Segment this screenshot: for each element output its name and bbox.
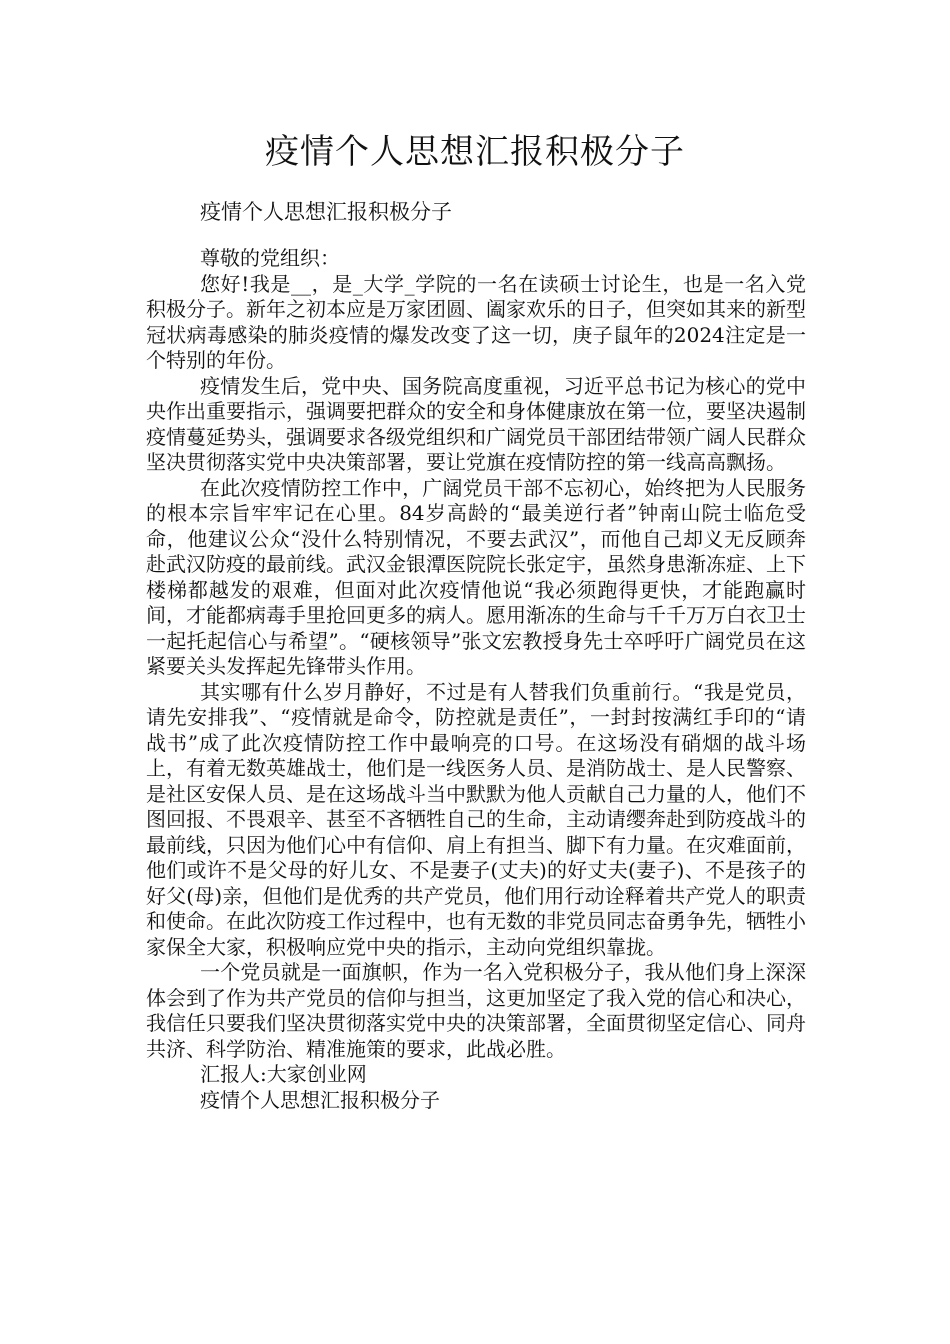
document-title: 疫情个人思想汇报积极分子 [265,132,685,172]
paragraph: 您好!我是__，是_大学_学院的一名在读硕士讨论生，也是一名入党积极分子。新年之初本应是万家团圆、阖家欢乐的日子，但突如其来的新型冠状病毒感染的肺炎疫情的爆发改变了这一切，庚子鼠年的2024注定是一个特别的年份。 [146,271,806,372]
footer-title: 疫情个人思想汇报积极分子 [200,1087,440,1112]
paragraph: 其实哪有什么岁月静好，不过是有人替我们负重前行。“我是党员，请先安排我”、“疫情就是命令，防控就是责任”，一封封按满红手印的“请战书”成了此次疫情防控工作中最响亮的口号。在这场没有硝烟的战斗场上，有着无数英雄战士，他们是一线医务人员、是消防战士、是人民警察、是社区安保人员、是在这场战斗当中默默为他人贡献自己力量的人，他们不图回报、不畏艰辛、甚至不吝牺牲自己的生命，主动请缨奔赴到防疫战斗的最前线，只因为他们心中有信仰、肩上有担当、脚下有力量。在灾难面前，他们或许不是父母的好儿女、不是妻子(丈夫)的好丈夫(妻子)、不是孩子的好父(母)亲，但他们是优秀的共产党员，他们用行动诠释着共产党人的职责和使命。在此次防疫工作过程中，也有无数的非党员同志奋勇争先，牺牲小家保全大家，积极响应党中央的指示，主动向党组织靠拢。 [146,679,806,959]
paragraph: 疫情发生后，党中央、国务院高度重视，习近平总书记为核心的党中央作出重要指示，强调要把群众的安全和身体健康放在第一位，要坚决遏制疫情蔓延势头，强调要求各级党组织和广阔党员干部团结带领广阔人民群众坚决贯彻落实党中央决策部署，要让党旗在疫情防控的第一线高高飘扬。 [146,373,806,474]
paragraph: 在此次疫情防控工作中，广阔党员干部不忘初心，始终把为人民服务的根本宗旨牢牢记在心里。84岁高龄的“最美逆行者”钟南山院士临危受命，他建议公众“没什么特别情况，不要去武汉”，而他自己却义无反顾奔赴武汉防疫的最前线。武汉金银潭医院院长张定宇，虽然身患渐冻症、上下楼梯都越发的艰难，但面对此次疫情他说“我必须跑得更快，才能跑赢时间，才能都病毒手里抢回更多的病人。愿用渐冻的生命与千千万万白衣卫士一起托起信心与希望”。“硬核领导”张文宏教授身先士卒呼吁广阔党员在这紧要关头发挥起先锋带头作用。 [146,475,806,678]
document-subtitle: 疫情个人思想汇报积极分子 [200,200,452,224]
salutation: 尊敬的党组织： [200,246,340,270]
paragraph: 一个党员就是一面旗帜，作为一名入党积极分子，我从他们身上深深体会到了作为共产党员的信仰与担当，这更加坚定了我入党的信心和决心，我信任只要我们坚决贯彻落实党中央的决策部署，全面贯彻坚定信心、同舟共济、科学防治、精准施策的要求，此战必胜。 [146,960,806,1061]
document-body [146,246,806,1113]
reporter-signature: 汇报人:大家创业网 [200,1062,367,1086]
